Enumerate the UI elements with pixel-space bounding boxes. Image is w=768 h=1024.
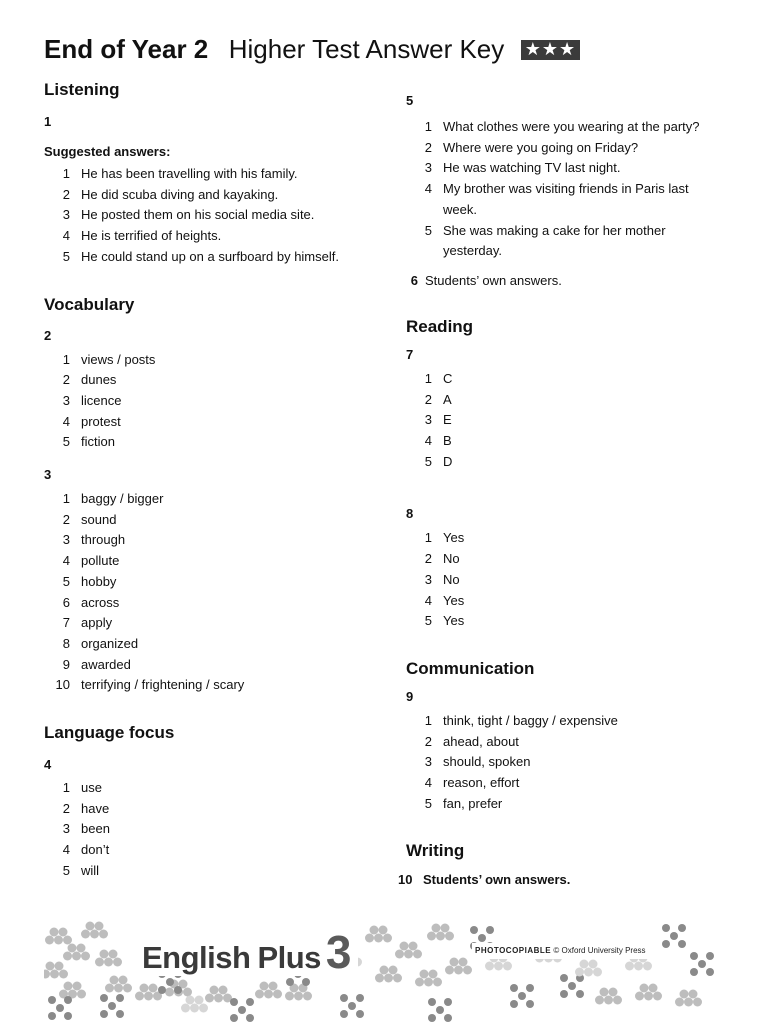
list-item: 2 A (424, 391, 452, 407)
copyright-text: © Oxford University Press (553, 946, 646, 955)
logo-text-english: English (142, 940, 251, 975)
page-title (44, 30, 580, 73)
list-item: 4 reason, effort (424, 775, 520, 791)
list-item: 1 baggy / bigger (62, 491, 164, 507)
list-item: 2 He did scuba diving and kayaking. (62, 186, 279, 202)
exercise-10 (398, 871, 736, 889)
list-item: 5 fan, prefer (424, 795, 503, 811)
exercise-number-5: 5 (406, 93, 414, 108)
exercise-10-answer: Students’ own answers. (423, 872, 571, 888)
list-item: 3 been (62, 821, 110, 837)
difficulty-stars-badge: ★★★ (521, 40, 580, 60)
photocopiable-label: PHOTOCOPIABLE (475, 946, 552, 955)
list-item: 3 through (62, 532, 126, 548)
list-item: 5 fiction (62, 434, 115, 450)
suggested-answers-label: Suggested answers: (44, 144, 171, 159)
list-item: 4 My brother was visiting friends in Paris last week. (424, 181, 689, 217)
list-item: 2 dunes (62, 372, 117, 388)
exercise-number-2: 2 (44, 327, 52, 343)
answer-list-3 (44, 489, 374, 696)
answer-list-8 (406, 528, 736, 632)
logo-text-plus: Plus (257, 940, 321, 975)
list-item: 8 organized (62, 635, 139, 651)
list-item: 5 will (62, 862, 100, 878)
exercise-number-6: 6 (410, 272, 418, 288)
left-column (44, 78, 374, 882)
list-item: 1 views / posts (62, 351, 156, 367)
list-item: 10 terrifying / frightening / scary (55, 677, 245, 693)
exercise-number-9: 9 (406, 688, 414, 704)
list-item: 1 C (424, 370, 453, 386)
list-item: 7 apply (62, 615, 113, 631)
english-plus-logo (136, 926, 358, 978)
list-item: 3 No (424, 571, 460, 587)
answer-list-7 (406, 369, 736, 473)
list-item: 2 have (62, 800, 110, 816)
answer-list-9 (406, 711, 736, 815)
title-main: End of Year 2 (44, 34, 209, 64)
section-heading-language-focus: Language focus (44, 723, 175, 743)
title-subtitle: Higher Test Answer Key (228, 34, 505, 64)
exercise-6-answer: Students’ own answers. (425, 272, 562, 288)
logo-level-number: 3 (325, 926, 352, 978)
list-item: 3 licence (62, 392, 122, 408)
section-heading-communication: Communication (406, 658, 535, 678)
list-item: 5 Yes (424, 613, 465, 629)
answer-list-5 (406, 117, 716, 262)
list-item: 2 ahead, about (424, 733, 519, 749)
list-item: 4 protest (62, 413, 121, 429)
list-item: 1 use (62, 780, 102, 796)
exercise-number-10: 10 (398, 872, 413, 888)
exercise-number-7: 7 (406, 346, 414, 362)
footer-banner (44, 914, 724, 1022)
list-item: 4 pollute (62, 553, 120, 569)
answer-list-2 (44, 350, 374, 454)
exercise-6 (406, 272, 736, 290)
list-item: 1 Yes (424, 530, 465, 546)
section-heading-listening: Listening (44, 80, 120, 99)
list-item: 6 across (62, 594, 120, 610)
list-item: 4 B (424, 433, 452, 449)
list-item: 5 hobby (62, 573, 117, 589)
list-item: 2 Where were you going on Friday? (424, 139, 639, 155)
section-heading-vocabulary: Vocabulary (44, 294, 135, 314)
list-item: 4 don’t (62, 842, 110, 858)
list-item: 5 She was making a cake for her mother yesterday. (424, 222, 666, 259)
copyright-notice (472, 943, 649, 959)
list-item: 4 He is terrified of heights. (62, 228, 222, 244)
list-item: 3 He was watching TV last night. (424, 160, 621, 176)
section-heading-reading: Reading (406, 316, 474, 336)
answer-list-4 (44, 778, 374, 882)
list-item: 2 No (424, 551, 460, 567)
exercise-number-1: 1 (44, 114, 52, 129)
list-item: 4 Yes (424, 592, 465, 608)
list-item: 3 E (424, 412, 452, 428)
section-heading-writing: Writing (406, 841, 465, 861)
exercise-number-8: 8 (406, 506, 414, 522)
right-column (398, 93, 736, 889)
list-item: 1 think, tight / baggy / expensive (424, 712, 618, 728)
list-item: 5 D (424, 453, 453, 469)
answer-list-1 (44, 164, 374, 268)
exercise-number-3: 3 (44, 467, 52, 483)
list-item: 1 He has been travelling with his family. (62, 166, 298, 181)
list-item: 2 sound (62, 511, 117, 527)
list-item: 3 should, spoken (424, 754, 531, 770)
list-item: 9 awarded (62, 656, 131, 672)
exercise-number-4: 4 (44, 757, 52, 773)
list-item: 3 He posted them on his social media site. (62, 207, 315, 223)
list-item: 5 He could stand up on a surfboard by himself. (62, 248, 339, 264)
list-item: 1 What clothes were you wearing at the party? (424, 119, 700, 134)
